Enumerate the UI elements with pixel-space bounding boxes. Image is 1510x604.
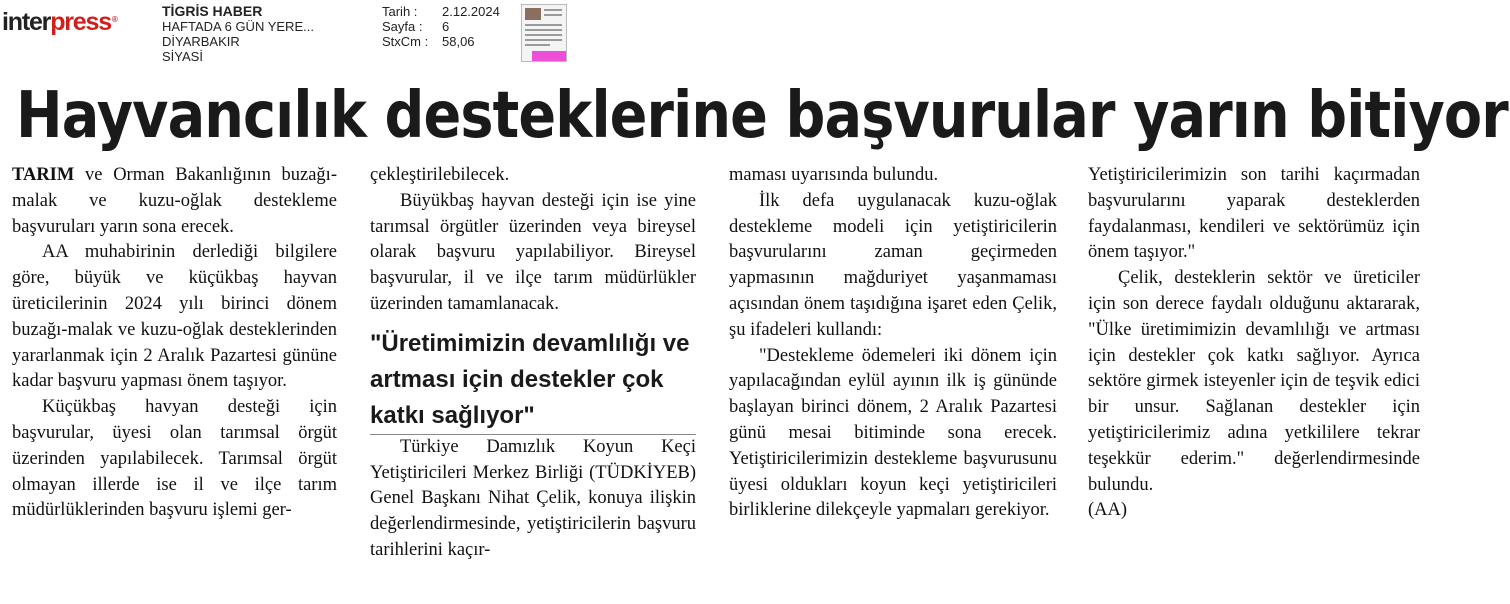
thumbnail-line xyxy=(544,14,562,16)
paragraph: Yetiştiricilerimizin son tarihi kaçırmadan başvurularını yaparak desteklerden faydalanması, kendileri ve sektörümüz için önem taşıyor." xyxy=(1088,165,1420,263)
paragraph-text: ve Orman Bakanlığının buzağı-malak ve kuzu-oğlak destekleme başvuruları yarın sona erecek. xyxy=(12,165,337,237)
thumbnail-line xyxy=(544,9,562,11)
paragraph: İlk defa uygulanacak kuzu-oğlak destekleme modeli için yetiştiricilerin başvurularını zaman geçirmeden yapmasının mağduriyet yaşanmaması açısından önem taşıdığına işaret eden Çelik, şu ifadeleri kullandı: xyxy=(729,190,1057,340)
article-column-4 xyxy=(1088,163,1420,524)
article-subheading: "Üretimimizin devamlılığı ve artması için destekler çok katkı sağlıyor" xyxy=(370,326,696,435)
publication-info xyxy=(162,4,314,64)
article-column-1 xyxy=(12,163,337,524)
page-thumbnail[interactable] xyxy=(521,4,567,62)
thumbnail-line xyxy=(525,29,562,31)
lead-word: TARIM xyxy=(12,165,75,185)
publication-frequency: HAFTADA 6 GÜN YERE... xyxy=(162,19,314,34)
paragraph: Çelik, desteklerin sektör ve üreticiler için son derece faydalı olduğunu aktararak, "Ülke üretimimizin devamlılığı ve artması için destekler çok katkı sağlıyor. Ayrıca sektöre girmek isteyenler için de teşvik edici bir unsur. Sağlanan destekler için yetiştiricilerimiz adına yetkililere tekrar teşekkür ederim." değerlendirmesinde bulundu. xyxy=(1088,268,1420,495)
thumbnail-photo xyxy=(525,8,541,20)
paragraph: çekleştirilebilecek. xyxy=(370,165,510,185)
paragraph: AA muhabirinin derlediği bilgilere göre, büyük ve küçükbaş hayvan üreticilerinin 2024 yılı birinci dönem buzağı-malak ve kuzu-oğlak desteklerinden yararlanmak için 2 Aralık Pazartesi gününe kadar başvuru yapması önem taşıyor. xyxy=(12,242,337,392)
clipping-info xyxy=(382,4,500,49)
thumbnail-line xyxy=(525,44,550,46)
paragraph: Türkiye Damızlık Koyun Keçi Yetiştiricileri Merkez Birliği (TÜDKİYEB) Genel Başkanı Nihat Çelik, konuya ilişkin değerlendirmesinde, yetiştiricilerin başvuru tarihlerini kaçır- xyxy=(370,436,696,560)
thumbnail-highlight xyxy=(532,51,566,61)
date-label: Tarih : xyxy=(382,4,418,19)
publication-city: DİYARBAKIR xyxy=(162,34,240,49)
publication-category: SİYASİ xyxy=(162,49,203,64)
date-row xyxy=(382,4,500,19)
stxcm-row xyxy=(382,34,500,49)
logo-press-text: press xyxy=(50,8,111,36)
article-headline: Hayvancılık desteklerine başvurular yarın bitiyor xyxy=(16,79,1508,153)
date-value: 2.12.2024 xyxy=(442,4,500,19)
thumbnail-line xyxy=(525,39,562,41)
article-column-2 xyxy=(370,163,696,564)
logo-registered-mark: ® xyxy=(111,15,117,24)
article-source: (AA) xyxy=(1088,500,1128,521)
paragraph: "Destekleme ödemeleri iki dönem için yapılacağından eylül ayının ilk iş gününde başlayan birinci dönem, 2 Aralık Pazartesi günü mesai bitiminde sona erecek. Yetiştiricilerimizin destekleme başvurusunu üyesi oldukları koyun keçi yetiştiricileri birliklerine dilekçeyle yapmaları gerekiyor. xyxy=(729,345,1057,521)
logo-inter-text: inter xyxy=(2,8,51,36)
thumbnail-line xyxy=(525,34,562,36)
page-value: 6 xyxy=(442,19,450,34)
page-label: Sayfa : xyxy=(382,19,423,34)
article-column-3 xyxy=(729,163,1057,524)
paragraph: maması uyarısında bulundu. xyxy=(729,165,939,185)
paragraph: Küçükbaş havyan desteği için başvurular, üyesi olan tarımsal örgüt üzerinden yapılabilecek. Tarımsal örgüt olmayan illerde ise il ve ilçe tarım müdürlüklerinden başvuru işlemi ger- xyxy=(12,397,337,521)
thumbnail-line xyxy=(525,24,562,26)
paragraph xyxy=(12,163,337,240)
stxcm-value: 58,06 xyxy=(442,34,475,49)
publication-name: TİGRİS HABER xyxy=(162,3,263,19)
stxcm-label: StxCm : xyxy=(382,34,429,49)
paragraph: Büyükbaş hayvan desteği için ise yine tarımsal örgütler üzerinden veya bireysel olarak başvuru yapılabiliyor. Bireysel başvurular, il ve ilçe tarım müdürlükler üzerinden tamamlanacak. xyxy=(370,190,696,314)
page-row xyxy=(382,19,500,34)
interpress-logo xyxy=(2,4,117,40)
